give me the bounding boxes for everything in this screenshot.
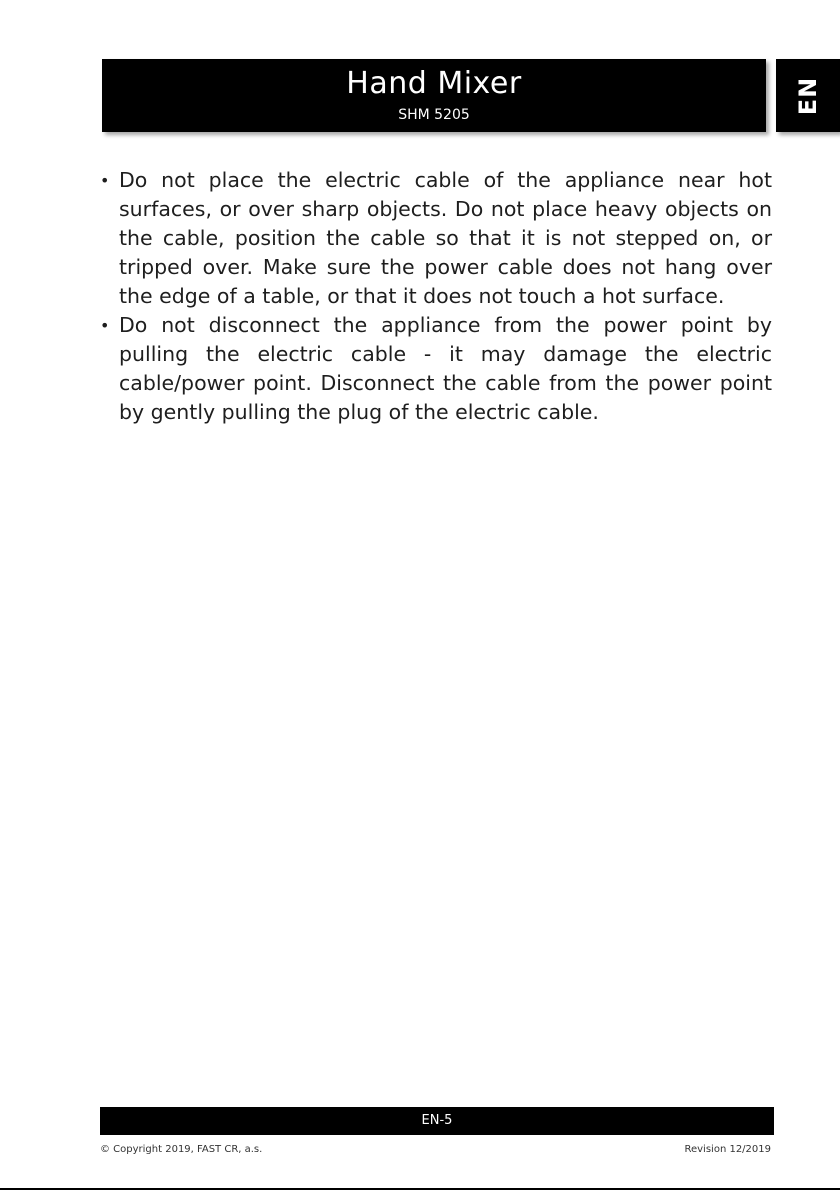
- page-header: [102, 59, 766, 132]
- page-content: [100, 166, 772, 427]
- page-number: EN-5: [421, 1113, 453, 1128]
- copyright-text: © Copyright 2019, FAST CR, a.s.: [100, 1144, 263, 1155]
- language-tab: [776, 59, 840, 132]
- footer-bar: [100, 1107, 774, 1135]
- list-item: [100, 166, 772, 311]
- language-tab-label: EN: [794, 76, 822, 115]
- bullet-icon: •: [100, 316, 110, 335]
- list-item: [100, 311, 772, 427]
- bullet-icon: •: [100, 171, 110, 190]
- model-number: SHM 5205: [398, 107, 470, 123]
- revision-text: Revision 12/2019: [684, 1144, 771, 1155]
- bottom-divider: [0, 1188, 840, 1190]
- safety-bullet-list: [100, 166, 772, 427]
- list-item-text: Do not disconnect the appliance from the power point by pulling the electric cable - it may damage the electric cable/power point. Disconnect the cable from the power point by gently pulling the plug of the electric cable.: [119, 313, 772, 424]
- product-title: Hand Mixer: [346, 66, 522, 101]
- list-item-text: Do not place the electric cable of the appliance near hot surfaces, or over sharp objects. Do not place heavy objects on the cable, position the cable so that it is not stepped on, or tripped over. Make sure the power cable does not hang over the edge of a table, or that it does not touch a hot surface.: [119, 168, 772, 308]
